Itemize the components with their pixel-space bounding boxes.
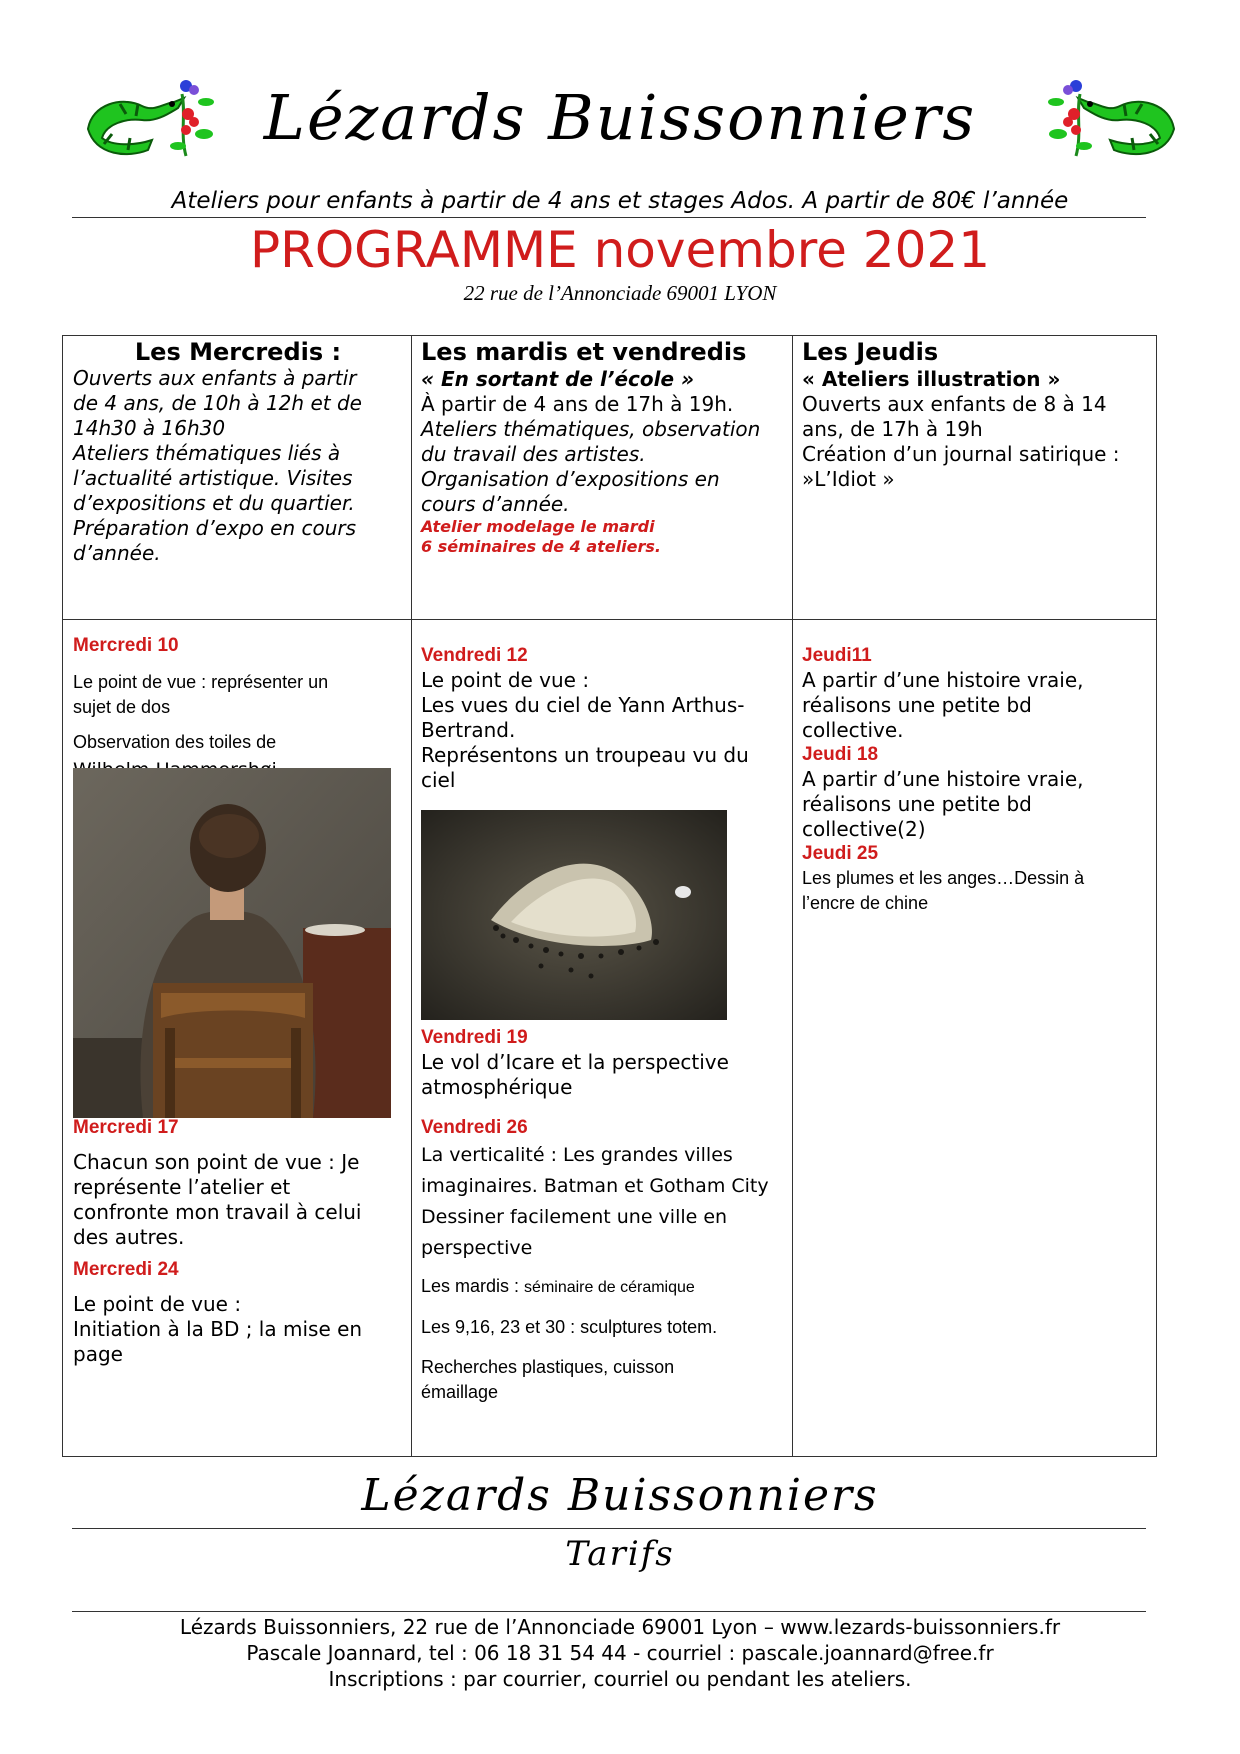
mardis-research: émaillage [421,1382,499,1402]
col-line: Préparation d’expo en cours [73,516,357,540]
footer-brand: Lézards Buissonniers [361,1470,879,1521]
day-line: Observation des toiles de [73,732,277,752]
col-line: Ouverts aux enfants à partir [73,366,357,390]
day-label: Jeudi 25 [802,843,879,864]
col-line: d’année. [73,541,161,565]
col-red-note: Atelier modelage le mardi [421,517,655,536]
col-line: l’actualité artistique. Visites [73,466,353,490]
programme-title: PROGRAMME novembre 2021 [249,221,991,279]
mardis-label: Les mardis : [421,1276,525,1296]
day-line: La verticalité : Les grandes villes [421,1144,733,1166]
footer-divider [72,1528,1146,1529]
col-line: À partir de 4 ans de 17h à 19h. [421,392,734,416]
col-line: »L’Idiot » [802,467,895,491]
header-cell-mardis-vendredis [421,338,786,557]
col-subtitle: « Ateliers illustration » [802,367,1061,391]
day-label: Vendredi 12 [421,645,528,666]
day-line: confronte mon travail à celui [73,1200,362,1224]
day-line: atmosphérique [421,1075,573,1099]
col-line: cours d’année. [421,492,570,516]
day-line: Les vues du ciel de Yann Arthus- [421,693,745,717]
day-line: Dessiner facilement une ville en [421,1206,728,1228]
day-line: Initiation à la BD ; la mise en [73,1317,363,1341]
footer-tarifs: Tarifs [565,1534,675,1574]
day-label: Jeudi 18 [802,744,879,765]
day-line: des autres. [73,1225,185,1249]
programme-table [62,335,1157,1457]
day-label: Mercredi 10 [73,635,179,656]
footer-divider [72,1611,1146,1612]
vendredis-body-2 [421,1026,786,1405]
mercredis-body-2 [73,1116,403,1367]
day-line: réalisons une petite bd [802,792,1032,816]
col-line: Ateliers thématiques, observation [421,417,761,441]
mardis-dates: Les 9,16, 23 et 30 : sculptures totem. [421,1317,718,1337]
herd-aerial-photo-image [421,810,727,1020]
mardis-research: Recherches plastiques, cuisson [421,1357,675,1377]
day-line: ciel [421,768,456,792]
day-line: A partir d’une histoire vraie, [802,767,1084,791]
day-line: Le point de vue : [73,1292,242,1316]
col-line: du travail des artistes. [421,442,646,466]
mardis-seminar [421,1274,786,1300]
header-cell-mercredis [73,338,403,566]
lizard-logo-left-icon [82,74,222,164]
day-line: Représentons un troupeau vu du [421,743,749,767]
vendredis-body [421,644,786,793]
col-line: Création d’un journal satirique : [802,442,1120,466]
col-title: Les Jeudis [802,338,939,366]
col-title: Les Mercredis : [134,338,342,366]
mercredis-body [73,634,403,785]
day-label: Mercredi 24 [73,1259,179,1280]
footer-line: Lézards Buissonniers, 22 rue de l’Annonciade 69001 Lyon – www.lezards-buissonniers.fr [179,1615,1061,1639]
footer-line: Pascale Joannard, tel : 06 18 31 54 44 - courriel : pascale.joannard@free.fr [246,1641,994,1665]
day-line: A partir d’une histoire vraie, [802,668,1084,692]
header-cell-jeudis [802,338,1152,492]
mardis-label-small: séminaire de céramique [524,1279,695,1296]
day-line: Le point de vue : représenter un [73,672,329,692]
tagline: Ateliers pour enfants à partir de 4 ans et stages Ados. A partir de 80€ l’année [171,188,1069,214]
day-line: Les plumes et les anges…Dessin à [802,868,1085,888]
col-line: Organisation d’expositions en [421,467,720,491]
day-line: Le point de vue : [421,668,590,692]
day-line: perspective [421,1237,533,1259]
day-line: Chacun son point de vue : Je [73,1150,360,1174]
col-title: Les mardis et vendredis [421,338,747,366]
col-subtitle: « En sortant de l’école » [421,367,694,391]
column-divider [792,336,793,1456]
day-line: collective. [802,718,904,742]
col-line: d’expositions et du quartier. [73,491,355,515]
col-line: 14h30 à 16h30 [73,416,226,440]
col-line: de 4 ans, de 10h à 12h et de [73,391,362,415]
day-line: Le vol d’Icare et la perspective [421,1050,729,1074]
day-line: Bertrand. [421,718,516,742]
col-line: ans, de 17h à 19h [802,417,983,441]
day-line: représente l’atelier et [73,1175,291,1199]
day-label: Vendredi 26 [421,1117,528,1138]
day-line: page [73,1342,123,1366]
day-line: sujet de dos [73,697,171,717]
address: 22 rue de l’Annonciade 69001 LYON [463,281,777,305]
day-label: Jeudi11 [802,645,872,666]
column-divider [411,336,412,1456]
day-line: réalisons une petite bd [802,693,1032,717]
row-divider [63,619,1156,620]
jeudis-body [802,644,1152,916]
day-label: Mercredi 17 [73,1117,179,1138]
day-line: imaginaires. Batman et Gotham City [421,1175,769,1197]
day-label: Vendredi 19 [421,1027,528,1048]
lizard-logo-right-icon [1040,74,1180,164]
day-line: l’encre de chine [802,893,929,913]
footer-line: Inscriptions : par courrier, courriel ou pendant les ateliers. [328,1667,912,1691]
col-red-note: 6 séminaires de 4 ateliers. [421,537,661,556]
col-line: Ouverts aux enfants de 8 à 14 [802,392,1107,416]
day-line: collective(2) [802,817,926,841]
col-line: Ateliers thématiques liés à [73,441,341,465]
hammershoi-painting-image [73,768,391,1118]
brand-title: Lézards Buissonniers [263,81,977,154]
